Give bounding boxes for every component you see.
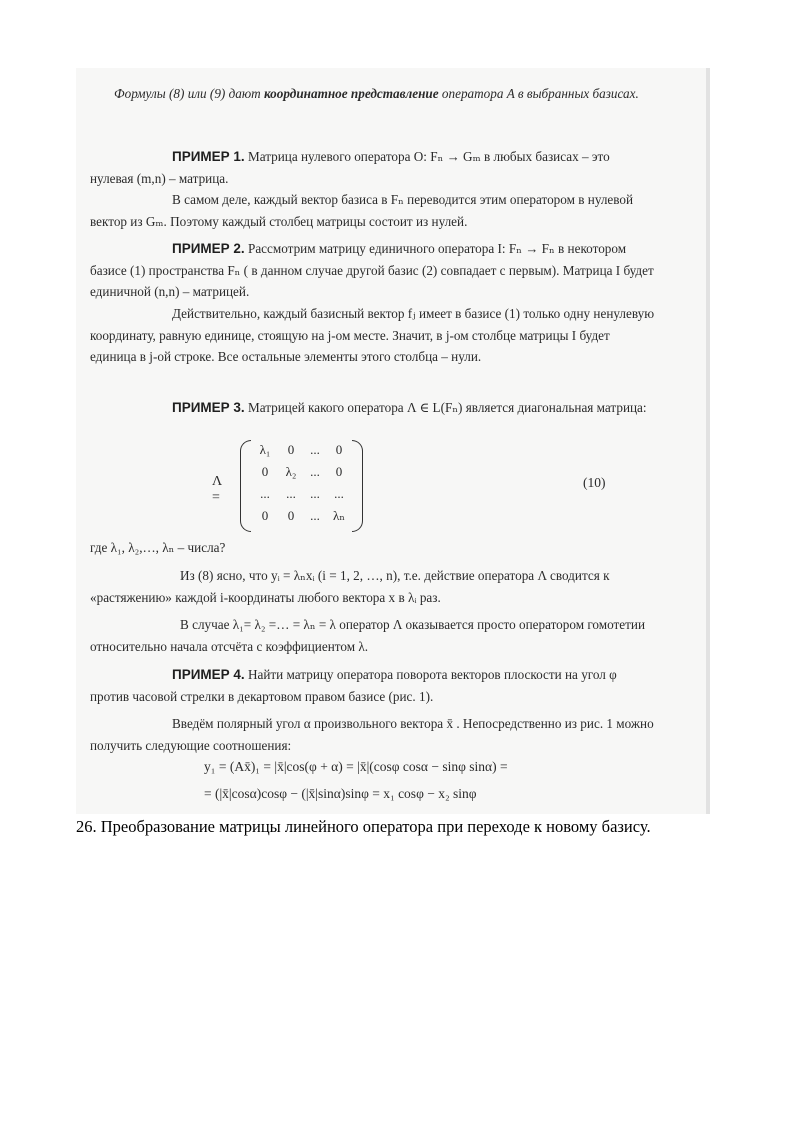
formula-line-1: y₁ = (Ax̄)₁ = |x̄|cos(φ + α) = |x̄|(cosφ cosα − sinφ sinα) = bbox=[204, 759, 508, 774]
example-1-explanation: В самом деле, каждый вектор базиса в Fₙ переводится этим оператором в нулевой вектор из Gₘ. Поэтому каждый столбец матрицы состоит из нулей. bbox=[90, 192, 634, 229]
matrix-label: Λ = bbox=[212, 474, 222, 505]
example-4-paragraph: ПРИМЕР 4. Найти матрицу оператора поворота векторов плоскости на угол φ против часовой стрелки в декартовом правом базисе (рис. 1). bbox=[90, 667, 617, 704]
matrix-cell: 0 bbox=[335, 442, 343, 457]
example-2-paragraph: ПРИМЕР 2. Рассмотрим матрицу единичного оператора I: Fₙ → Fₙ в некотором базисе (1) пространства Fₙ ( в данном случае другой базис (2) совпадает с первым). Матрица I будет единичной (n,n) – матрицей. bbox=[90, 241, 654, 299]
example-2-label: ПРИМЕР 2. bbox=[172, 241, 245, 256]
matrix-cell: ... bbox=[260, 486, 270, 501]
matrix-cell: ... bbox=[310, 442, 320, 457]
matrix-cell: 0 bbox=[287, 442, 295, 457]
matrix-cell: ... bbox=[310, 486, 320, 501]
matrix-caption: где λ₁, λ₂,…, λₙ – числа? bbox=[90, 540, 226, 555]
section-heading: 26. Преобразование матрицы линейного оператора при переходе к новому базису. bbox=[76, 817, 651, 836]
example-3-paragraph: ПРИМЕР 3. Матрицей какого оператора Λ ∈ L(Fₙ) является диагональная матрица: bbox=[172, 400, 647, 415]
equation-number: (10) bbox=[583, 475, 606, 490]
example-3-homothety: В случае λ₁= λ₂ =… = λₙ = λ оператор Λ оказывается просто оператором гомотетии относительно начала отсчёта с коэффициентом λ. bbox=[90, 617, 646, 654]
matrix-cell: ... bbox=[310, 508, 320, 523]
intro-paragraph: Формулы (8) или (9) дают координатное представление оператора A в выбранных базисах. bbox=[114, 86, 639, 101]
left-paren bbox=[240, 440, 251, 532]
matrix-cell: 0 bbox=[261, 464, 269, 479]
matrix-cell: λ₁ bbox=[259, 442, 271, 457]
example-2-explanation: Действительно, каждый базисный вектор fⱼ имеет в базисе (1) только одну ненулевую координату, равную единице, стоящую на j-ом месте. Значит, в j-ом столбце матрицы I будет единица в j-ой строке. Все остальные элементы этого столбца – нули. bbox=[90, 306, 655, 364]
formula-line-2: = (|x̄|cosα)cosφ − (|x̄|sinα)sinφ = x₁ cosφ − x₂ sinφ bbox=[204, 786, 477, 801]
example-3-label: ПРИМЕР 3. bbox=[172, 400, 245, 415]
matrix-cell: ... bbox=[334, 486, 344, 501]
example-4-label: ПРИМЕР 4. bbox=[172, 667, 245, 682]
example-4-explanation: Введём полярный угол α произвольного вектора x̄ . Непосредственно из рис. 1 можно получить следующие соотношения: bbox=[90, 716, 654, 753]
matrix-cell: ... bbox=[310, 464, 320, 479]
matrix-cell: 0 bbox=[261, 508, 269, 523]
matrix-cell: λ₂ bbox=[285, 464, 297, 479]
example-1-paragraph: ПРИМЕР 1. Матрица нулевого оператора O: Fₙ → Gₘ в любых базисах – это нулевая (m,n) – матрица. bbox=[90, 149, 610, 186]
matrix-cell: 0 bbox=[335, 464, 343, 479]
matrix-cell: λₙ bbox=[333, 508, 345, 523]
matrix-cell: ... bbox=[286, 486, 296, 501]
right-paren bbox=[352, 440, 363, 532]
example-1-label: ПРИМЕР 1. bbox=[172, 149, 245, 164]
example-3-explanation: Из (8) ясно, что yᵢ = λₙxᵢ (i = 1, 2, …, n), т.е. действие оператора Λ сводится к «растяжению» каждой i-координаты любого вектора x в λᵢ раз. bbox=[90, 568, 610, 605]
matrix-cell: 0 bbox=[287, 508, 295, 523]
